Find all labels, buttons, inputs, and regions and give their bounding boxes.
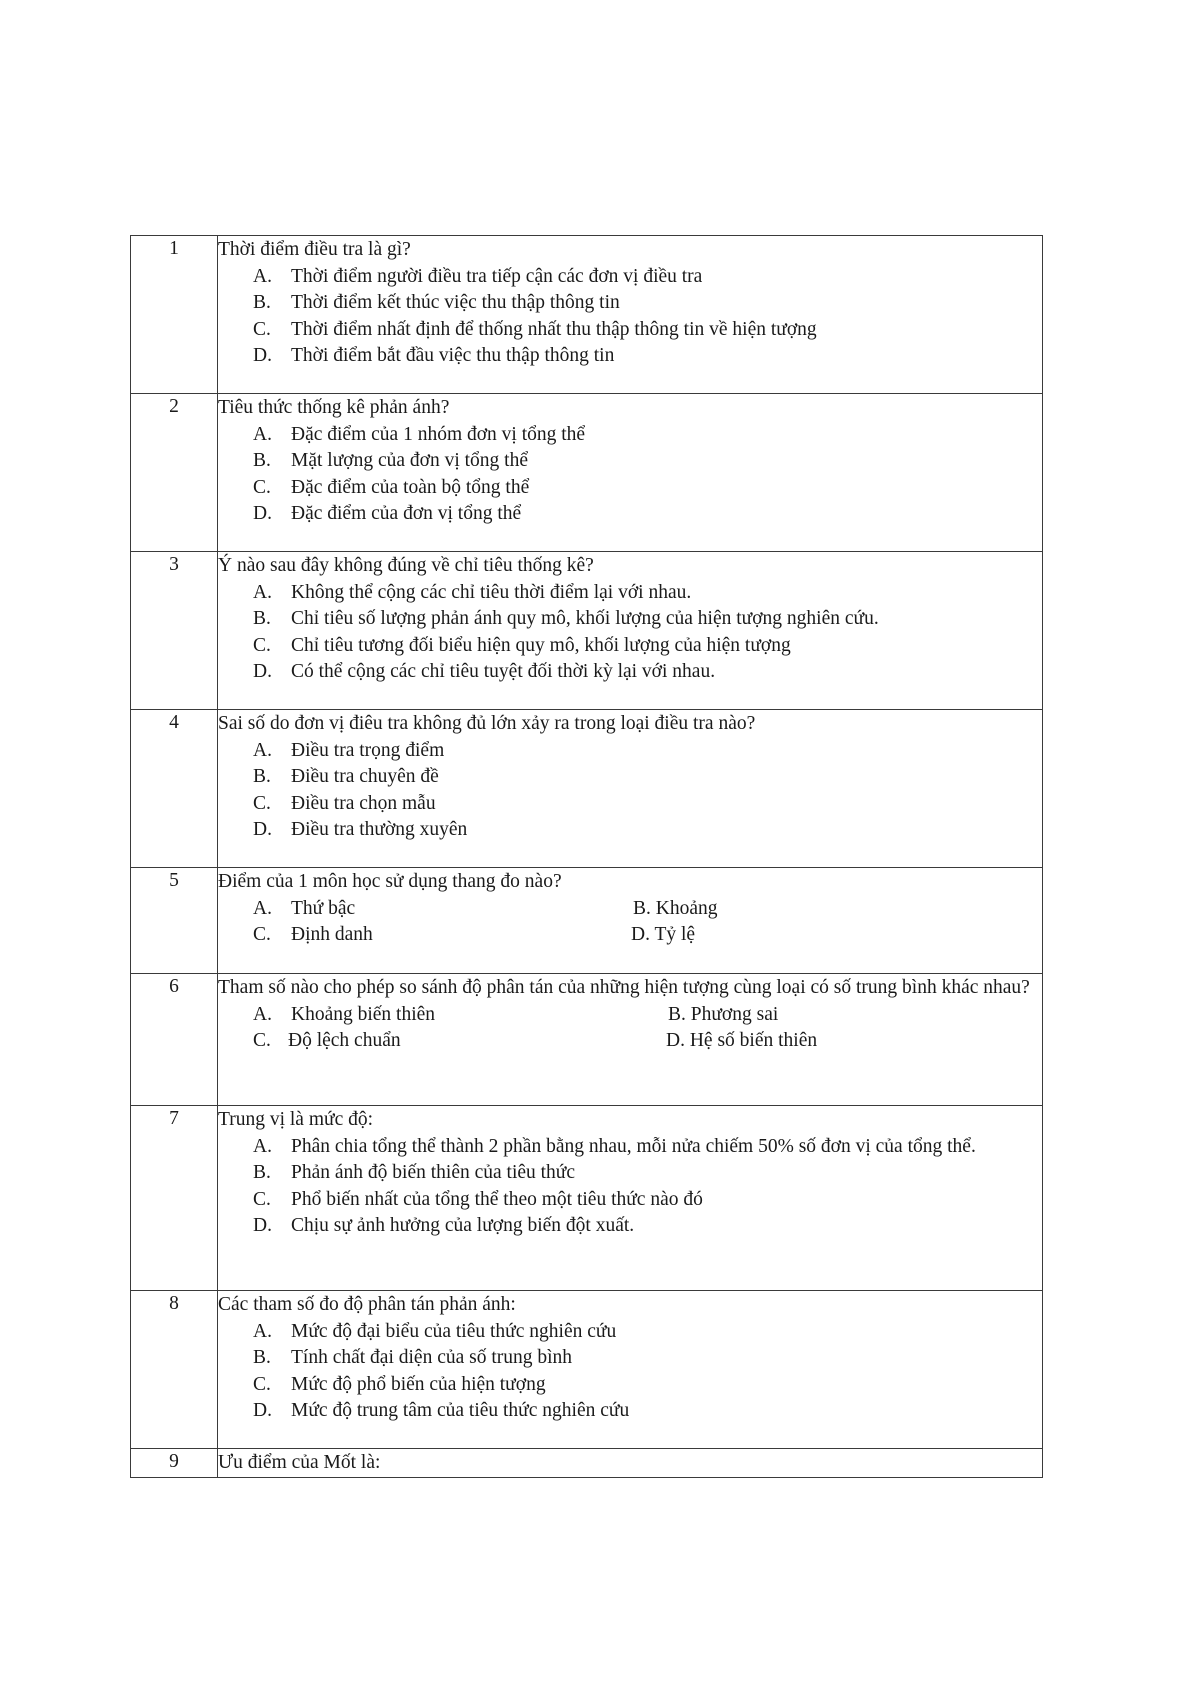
question-text: Điểm của 1 môn học sử dụng thang đo nào? <box>218 871 562 892</box>
option-letter: B. <box>253 1347 271 1368</box>
option-letter: A. <box>253 739 272 761</box>
option-text: Mức độ trung tâm của tiêu thức nghiên cứu <box>291 1400 630 1421</box>
option-list <box>218 422 1042 528</box>
option-text: Độ lệch chuẩn <box>288 1030 401 1051</box>
option-d <box>218 1398 1042 1425</box>
option-list <box>218 264 1042 370</box>
option-text: Mức độ phổ biến của hiện tượng <box>291 1373 546 1395</box>
option-b <box>218 290 1042 317</box>
option-b <box>218 448 1042 475</box>
option-d: D. Hệ số biến thiên <box>666 1030 818 1051</box>
question-number: 4 <box>131 710 218 868</box>
option-text: Điều tra chọn mẫu <box>291 792 436 814</box>
option-text: Thời điểm người điều tra tiếp cận các đơn vị điều tra <box>291 265 703 287</box>
option-b: B. Phương sai <box>668 1003 779 1025</box>
question-row <box>131 1449 1043 1478</box>
question-content <box>218 1106 1043 1291</box>
option-letter: C. <box>253 318 271 340</box>
question-text: Tiêu thức thống kê phản ánh? <box>218 397 450 418</box>
option-letter: C. <box>253 1030 271 1051</box>
option-text: Định danh <box>291 924 373 945</box>
question-content <box>218 974 1043 1106</box>
question-number: 6 <box>131 974 218 1106</box>
option-d <box>218 343 1042 370</box>
option-c <box>218 1187 1042 1214</box>
option-letter: C. <box>253 1373 271 1395</box>
option-text: Đặc điểm của 1 nhóm đơn vị tổng thể <box>291 423 586 445</box>
option-letter: A. <box>253 1003 272 1025</box>
option-list <box>218 580 1042 686</box>
option-letter: B. <box>253 608 271 629</box>
option-letter: A. <box>253 1135 272 1157</box>
option-a <box>218 1319 1042 1346</box>
option-c <box>218 922 630 949</box>
option-b <box>218 1160 1042 1187</box>
option-letter: B. <box>253 292 271 313</box>
option-a <box>218 1002 630 1029</box>
question-text: Thời điểm điều tra là gì? <box>218 239 411 260</box>
option-text: Khoảng biến thiên <box>291 1003 436 1025</box>
question-number: 8 <box>131 1291 218 1449</box>
option-text: Điều tra trọng điểm <box>291 739 445 761</box>
question-content <box>218 552 1043 710</box>
question-table <box>130 235 1043 1478</box>
option-text: Mức độ đại biểu của tiêu thức nghiên cứu <box>291 1320 617 1342</box>
option-text: Chỉ tiêu số lượng phản ánh quy mô, khối lượng của hiện tượng nghiên cứu. <box>291 608 879 629</box>
option-a <box>218 422 1042 449</box>
option-text: Tính chất đại diện của số trung bình <box>291 1347 573 1368</box>
question-content <box>218 710 1043 868</box>
option-d <box>218 501 1042 528</box>
option-list <box>218 1134 1042 1240</box>
option-b <box>218 1345 1042 1372</box>
question-text: Ý nào sau đây không đúng về chỉ tiêu thống kê? <box>218 555 594 576</box>
option-d <box>218 817 1042 844</box>
option-text: Đặc điểm của toàn bộ tổng thể <box>291 476 530 498</box>
option-d <box>218 659 1042 686</box>
question-text: Các tham số đo độ phân tán phản ánh: <box>218 1294 516 1315</box>
option-letter: D. <box>253 345 272 366</box>
question-number: 1 <box>131 236 218 394</box>
option-d <box>218 1213 1042 1240</box>
question-text: Trung vị là mức độ: <box>218 1109 374 1130</box>
option-c <box>218 633 1042 660</box>
option-text: Đặc điểm của đơn vị tổng thể <box>291 503 522 524</box>
option-c <box>218 317 1042 344</box>
question-content <box>218 1449 1043 1478</box>
option-text: Mặt lượng của đơn vị tổng thể <box>291 450 528 471</box>
option-text: Thời điểm bắt đầu việc thu thập thông tin <box>291 345 615 366</box>
question-content <box>218 1291 1043 1449</box>
option-a <box>218 580 1042 607</box>
question-row <box>131 1106 1043 1291</box>
option-text: Chịu sự ảnh hưởng của lượng biến đột xuất. <box>291 1215 635 1236</box>
option-b: B. Khoảng <box>633 897 718 919</box>
question-content <box>218 868 1043 974</box>
option-letter: D. <box>253 661 272 682</box>
option-letter: D. <box>253 1215 272 1236</box>
option-text: Phân chia tổng thể thành 2 phần bằng nhau, mỗi nửa chiếm 50% số đơn vị của tổng thể. <box>291 1135 976 1157</box>
option-a <box>218 264 1042 291</box>
option-letter: A. <box>253 423 272 445</box>
option-text: Chỉ tiêu tương đối biểu hiện quy mô, khối lượng của hiện tượng <box>291 634 791 656</box>
option-letter: C. <box>253 1188 271 1210</box>
option-letter: B. <box>253 1162 271 1183</box>
question-row <box>131 394 1043 552</box>
question-number: 9 <box>131 1449 218 1478</box>
option-letter: D. <box>253 819 272 840</box>
question-content <box>218 394 1043 552</box>
question-row <box>131 236 1043 394</box>
option-list <box>218 738 1042 844</box>
question-text: Sai số do đơn vị điêu tra không đủ lớn xảy ra trong loại điều tra nào? <box>218 713 756 734</box>
option-text: Điều tra thường xuyên <box>291 819 468 840</box>
option-c <box>218 1372 1042 1399</box>
option-list <box>218 1319 1042 1425</box>
question-row <box>131 552 1043 710</box>
option-a <box>218 738 1042 765</box>
question-text: Tham số nào cho phép so sánh độ phân tán của những hiện tượng cùng loại có số trung bình khác nhau? <box>218 977 1030 998</box>
option-text: Điều tra chuyên đề <box>291 766 439 787</box>
option-letter: C. <box>253 924 271 945</box>
option-a <box>218 1134 1042 1161</box>
option-letter: A. <box>253 581 272 603</box>
option-letter: C. <box>253 476 271 498</box>
question-row <box>131 1291 1043 1449</box>
option-grid <box>218 896 1042 949</box>
question-number: 2 <box>131 394 218 552</box>
option-letter: A. <box>253 1320 272 1342</box>
option-grid <box>218 1002 1042 1055</box>
option-b <box>218 606 1042 633</box>
option-text: Thứ bậc <box>291 897 356 919</box>
option-c <box>218 475 1042 502</box>
option-letter: C. <box>253 634 271 656</box>
question-number: 5 <box>131 868 218 974</box>
question-row <box>131 974 1043 1106</box>
question-number: 7 <box>131 1106 218 1291</box>
option-text: Phản ánh độ biến thiên của tiêu thức <box>291 1162 576 1183</box>
question-row <box>131 868 1043 974</box>
question-content <box>218 236 1043 394</box>
option-c <box>218 791 1042 818</box>
option-b <box>218 764 1042 791</box>
option-letter: A. <box>253 897 272 919</box>
option-d: D. Tỷ lệ <box>631 924 696 945</box>
option-text: Thời điểm kết thúc việc thu thập thông tin <box>291 292 620 313</box>
option-text: Thời điểm nhất định để thống nhất thu thập thông tin về hiện tượng <box>291 318 817 340</box>
question-text: Ưu điểm của Mốt là: <box>218 1452 381 1473</box>
option-text: Có thể cộng các chỉ tiêu tuyệt đối thời kỳ lại với nhau. <box>291 661 716 682</box>
option-letter: D. <box>253 503 272 524</box>
question-number: 3 <box>131 552 218 710</box>
question-row <box>131 710 1043 868</box>
option-letter: B. <box>253 450 271 471</box>
option-letter: C. <box>253 792 271 814</box>
option-letter: B. <box>253 766 271 787</box>
option-c <box>218 1028 630 1055</box>
option-a <box>218 896 630 923</box>
option-text: Không thể cộng các chỉ tiêu thời điểm lại với nhau. <box>291 581 692 603</box>
option-text: Phổ biến nhất của tổng thể theo một tiêu thức nào đó <box>291 1188 703 1210</box>
option-letter: D. <box>253 1400 272 1421</box>
option-letter: A. <box>253 265 272 287</box>
